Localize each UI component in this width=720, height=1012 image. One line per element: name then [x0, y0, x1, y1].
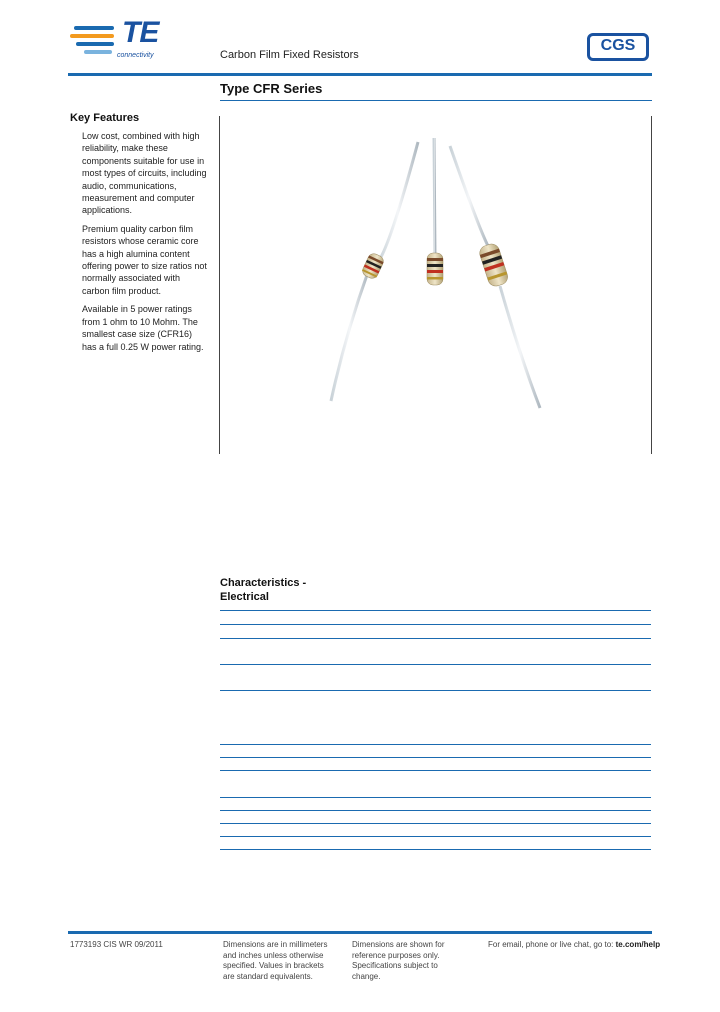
footer-dimensions-note: Dimensions are in millimeters and inches unless otherwise specified. Values in brackets are standard equivalents. — [223, 940, 328, 981]
table-rule — [220, 770, 651, 771]
te-connectivity-logo — [70, 16, 180, 66]
footer-rule — [68, 931, 652, 934]
table-rule — [220, 823, 651, 824]
footer-help-link[interactable]: te.com/help — [615, 940, 661, 949]
table-rule — [220, 624, 651, 625]
cgs-logo — [587, 33, 649, 61]
characteristics-heading — [220, 576, 306, 604]
footer-part-number: 1773193 CIS WR 09/2011 — [70, 940, 163, 949]
footer-help-prefix: For email, phone or live chat, go to: — [488, 940, 614, 949]
series-rule — [220, 100, 652, 101]
key-features-list — [82, 130, 207, 359]
table-rule — [220, 638, 651, 639]
logo-letters: TE — [122, 16, 159, 49]
table-rule — [220, 836, 651, 837]
key-feature-item: Premium quality carbon film resistors whose ceramic core has a high alumina content offering power to size ratios not normally associated with carbon film product. — [82, 223, 207, 296]
key-features-heading: Key Features — [70, 112, 140, 124]
table-rule — [220, 744, 651, 745]
characteristics-heading-line1: Characteristics - — [220, 577, 307, 589]
table-rule — [220, 664, 651, 665]
table-rule — [220, 849, 651, 850]
product-photo-frame — [219, 116, 652, 454]
document-title: Carbon Film Fixed Resistors — [220, 49, 359, 61]
table-rule — [220, 810, 651, 811]
series-title: Type CFR Series — [220, 81, 323, 96]
resistor-photo-icon — [220, 116, 651, 454]
footer-help — [488, 940, 660, 951]
characteristics-heading-line2: Electrical — [220, 591, 269, 603]
table-rule — [220, 690, 651, 691]
header-rule — [68, 73, 652, 76]
logo-tagline: connectivity — [117, 52, 154, 59]
table-rule — [220, 797, 651, 798]
cgs-logo-text: CGS — [600, 37, 636, 54]
footer-reference-note: Dimensions are shown for reference purposes only. Specifications subject to change. — [352, 940, 445, 981]
key-feature-item: Available in 5 power ratings from 1 ohm to 10 Mohm. The smallest case size (CFR16) has a full 0.25 W power rating. — [82, 304, 204, 352]
table-rule — [220, 610, 651, 611]
key-feature-item: Low cost, combined with high reliability, make these components suitable for use in most types of circuits, including audio, communications, measurement and computer applications. — [82, 131, 207, 216]
table-rule — [220, 757, 651, 758]
